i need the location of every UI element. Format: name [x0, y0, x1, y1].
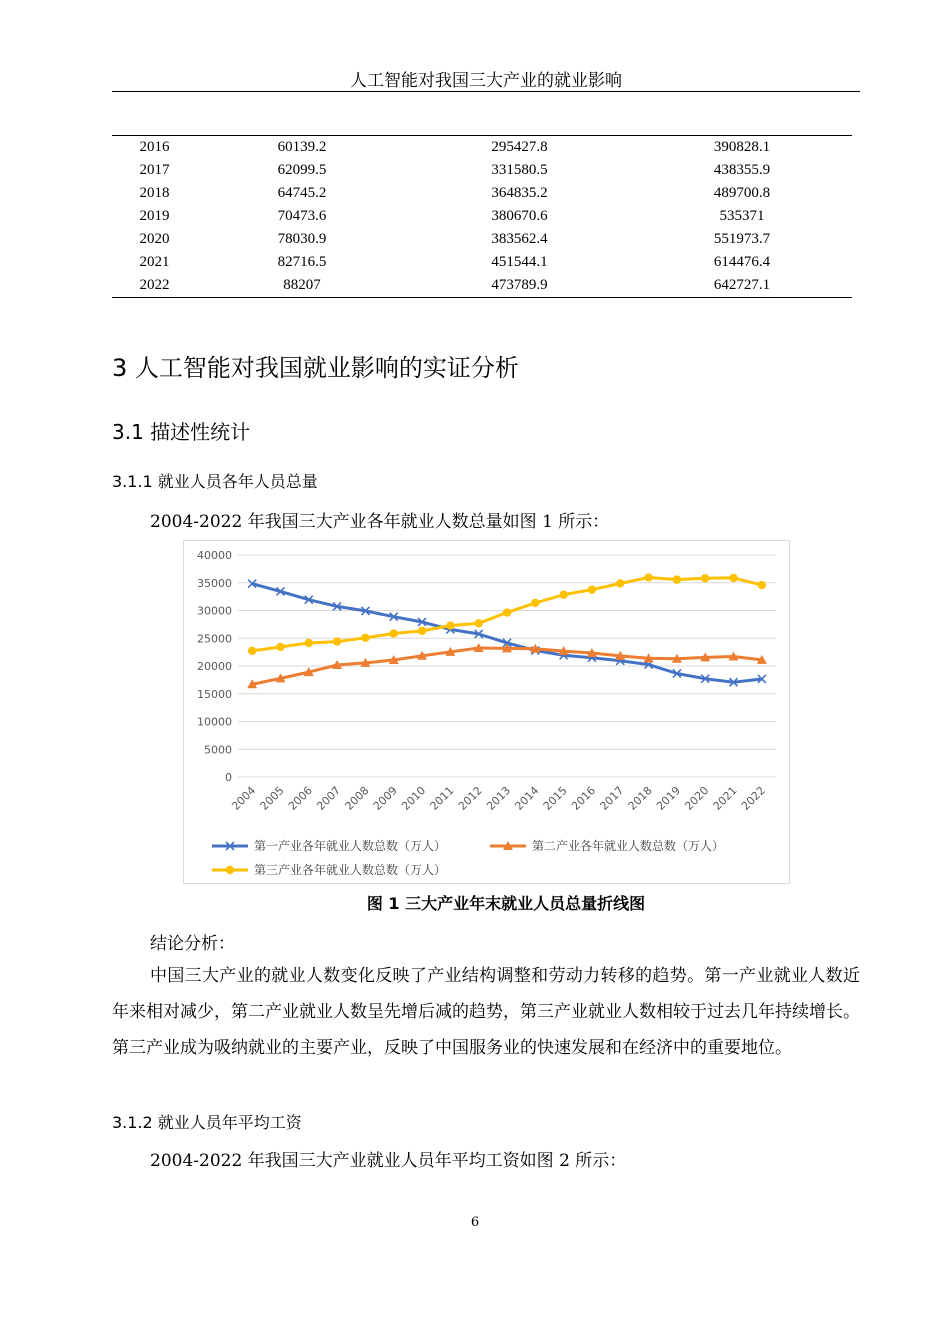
x-tick-label: 2011: [427, 783, 457, 813]
x-tick-label: 2010: [399, 783, 429, 813]
table-cell: 2021: [139, 254, 170, 270]
x-tick-label: 2015: [540, 783, 570, 813]
data-point: [701, 574, 709, 582]
table-cell: 2020: [139, 231, 170, 247]
y-tick-label: 35000: [197, 576, 232, 590]
x-tick-label: 2016: [569, 783, 599, 813]
y-tick-label: 15000: [197, 687, 232, 701]
table-cell: 62099.5: [277, 162, 327, 178]
table-cell: 2016: [139, 139, 170, 155]
subsubsection-heading-1: 3.1.1 就业人员各年人员总量: [112, 472, 318, 491]
figure-caption: 图 1 三大产业年末就业人员总量折线图: [366, 894, 646, 913]
data-point: [390, 629, 398, 637]
y-tick-label: 40000: [197, 549, 232, 562]
table-cell: 535371: [719, 208, 765, 224]
conclusion-label: 结论分析：: [150, 934, 235, 954]
x-tick-label: 2009: [370, 783, 400, 813]
table-cell: 78030.9: [277, 231, 327, 247]
table-cell: 64745.2: [277, 185, 327, 201]
data-point: [276, 643, 284, 651]
y-tick-label: 20000: [197, 660, 232, 673]
running-title: 人工智能对我国三大产业的就业影响: [350, 71, 622, 91]
conclusion-paragraph: 中国三大产业的就业人数变化反映了产业结构调整和劳动力转移的趋势。第一产业就业人数近年来相对减少，第二产业就业人数呈先增后减的趋势，第三产业就业人数相较于过去几年持续增长。第三产业成为吸纳就业的主要产业，反映了中国服务业的快速发展和在经济中的重要地位。: [112, 966, 860, 1058]
table-cell: 473789.9: [491, 277, 548, 293]
x-tick-label: 2004: [229, 783, 259, 813]
header-rule: [112, 91, 860, 92]
figure-intro-2: 2004-2022 年我国三大产业就业人员年平均工资如图 2 所示：: [150, 1151, 627, 1171]
table-cell: 551973.7: [713, 231, 771, 247]
table-cell: 331580.5: [491, 162, 548, 178]
line-chart: [183, 540, 790, 884]
y-tick-label: 30000: [197, 604, 232, 618]
table-cell: 60139.2: [277, 139, 327, 155]
table-cell: 2018: [139, 185, 170, 201]
figure-intro-1: 2004-2022 年我国三大产业各年就业人数总量如图 1 所示：: [150, 512, 610, 532]
table-row: [112, 182, 852, 205]
table-row: [112, 251, 852, 274]
data-point: [305, 639, 313, 647]
data-point: [588, 585, 596, 593]
data-point: [531, 599, 539, 607]
x-tick-label: 2008: [342, 783, 372, 813]
table-cell: 383562.4: [491, 231, 548, 247]
table-cell: 88207: [283, 277, 321, 293]
table-row: [112, 274, 852, 298]
table-cell: 82716.5: [277, 254, 327, 270]
data-point: [559, 591, 567, 599]
legend-label: 第二产业各年就业人数总数（万人）: [532, 839, 725, 853]
x-tick-label: 2012: [455, 783, 485, 813]
x-tick-label: 2007: [314, 783, 344, 813]
data-table: [112, 135, 852, 298]
table-cell: 2017: [139, 162, 170, 178]
table-cell: 2019: [139, 208, 170, 224]
table-row: [112, 136, 852, 160]
data-point: [446, 621, 454, 629]
table-cell: 438355.9: [713, 162, 771, 178]
x-tick-label: 2019: [654, 783, 684, 813]
table-row: [112, 159, 852, 182]
data-point: [361, 634, 369, 642]
data-point: [418, 627, 426, 635]
x-tick-label: 2020: [682, 783, 712, 813]
page-number: 6: [470, 1215, 480, 1230]
table-cell: 390828.1: [713, 139, 771, 155]
subsubsection-heading-2: 3.1.2 就业人员年平均工资: [112, 1113, 302, 1132]
x-tick-label: 2021: [710, 783, 740, 813]
x-tick-label: 2006: [285, 783, 315, 813]
table-cell: 2022: [139, 277, 170, 293]
x-tick-label: 2017: [597, 783, 627, 813]
table-cell: 364835.2: [491, 185, 548, 201]
data-point: [616, 579, 624, 587]
y-tick-label: 0: [225, 771, 232, 784]
x-tick-label: 2018: [625, 783, 655, 813]
data-point: [474, 619, 482, 627]
x-tick-label: 2005: [257, 783, 287, 813]
subsection-heading: 3.1 描述性统计: [112, 420, 251, 444]
x-tick-label: 2022: [738, 783, 768, 813]
data-point: [729, 574, 737, 582]
data-point: [758, 581, 766, 589]
section-heading: 3 人工智能对我国就业影响的实证分析: [112, 354, 519, 382]
table-cell: 489700.8: [713, 185, 771, 201]
y-tick-label: 5000: [204, 743, 232, 757]
legend-marker: [226, 866, 234, 874]
x-tick-label: 2013: [484, 783, 514, 813]
table-row: [112, 205, 852, 228]
table-cell: 451544.1: [491, 254, 548, 270]
legend-label: 第一产业各年就业人数总数（万人）: [254, 839, 447, 853]
chart-canvas: [184, 541, 789, 883]
data-point: [673, 575, 681, 583]
y-tick-label: 25000: [197, 632, 232, 646]
x-tick-label: 2014: [512, 783, 542, 813]
table-cell: 380670.6: [491, 208, 548, 224]
table-cell: 70473.6: [277, 208, 327, 224]
data-point: [248, 647, 256, 655]
table-cell: 295427.8: [491, 139, 548, 155]
data-point: [333, 637, 341, 645]
data-point: [644, 573, 652, 581]
table-cell: 642727.1: [713, 277, 771, 293]
table-row: [112, 228, 852, 251]
data-point: [503, 608, 511, 616]
legend-label: 第三产业各年就业人数总数（万人）: [254, 863, 447, 877]
table-cell: 614476.4: [713, 254, 771, 270]
y-tick-label: 10000: [197, 715, 232, 729]
